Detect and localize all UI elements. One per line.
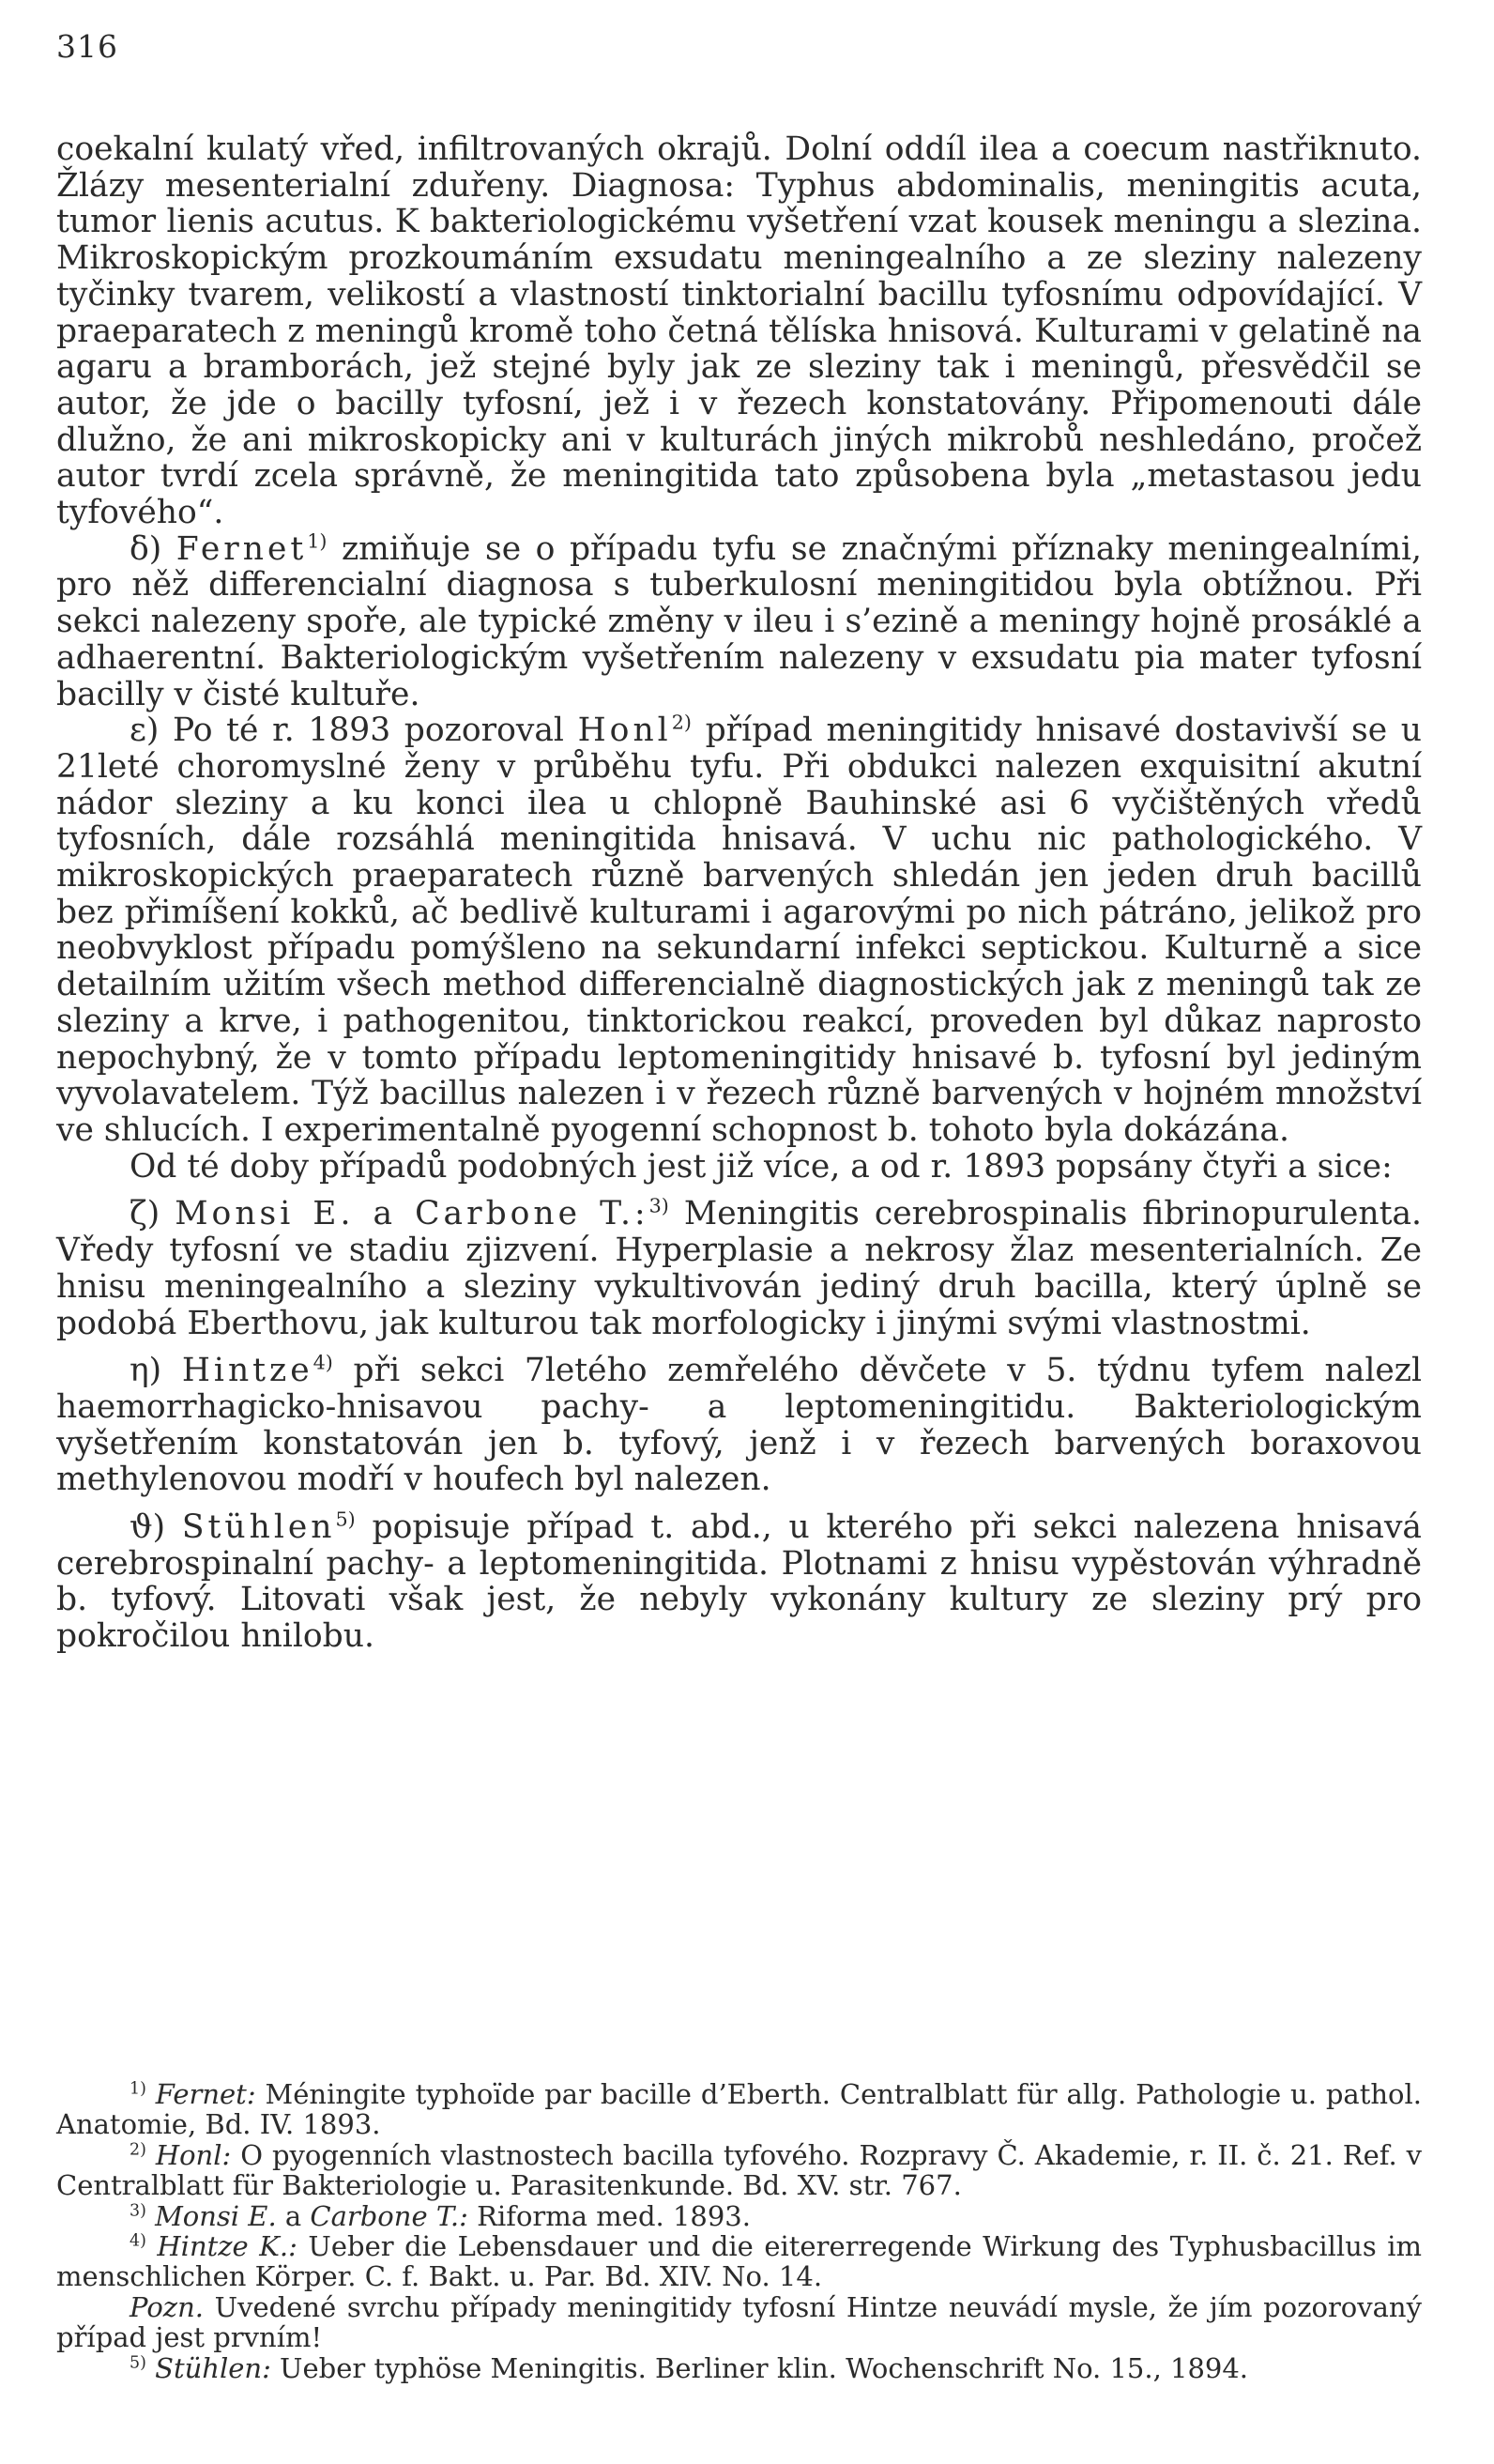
author-name: Fernet [175,529,308,568]
case-marker: η) [130,1352,162,1390]
footnote-4 [56,2231,1422,2292]
note-text: Uvedené svrchu případy meningitidy tyfosní Hintze neuvádí mysle, že jím pozorovaný případ jest prvním! [56,2290,1422,2354]
footnote-author: Fernet: [155,2078,256,2110]
paragraph-stuhlen [56,1509,1422,1655]
footnote-ref: 3) [648,1194,669,1217]
paragraph-hintze [56,1353,1422,1498]
footnote-1 [56,2079,1422,2140]
author-name: Hintze [181,1352,313,1390]
footnote-number: 1) [130,2079,146,2099]
author-name: Monsi E. a Carbone T.: [175,1195,649,1233]
footnote-5 [56,2353,1422,2383]
paragraph-text: zmiňuje se o případu tyfu se značnými příznaky meningealními, pro něž differencialní diagnosa s tuberkulosní meningitidou byla obtížnou. Při sekci nalezeny spoře, ale typické změny v ileu i s’ezině a meningy hojně prosáklé a adhaerentní. Bakteriologickým vyšetřením nalezeny v exsudatu pia mater tyfosní bacilly v čisté kultuře. [56,529,1422,713]
footnote-text: Méningite typhoïde par bacille d’Eberth. Centralblatt für allg. Pathologie u. pathol. Anatomie, Bd. IV. 1893. [56,2078,1422,2141]
footnote-text: Ueber die Lebensdauer und die eitererregende Wirkung des Typhusbacillus im menschlichen Körper. C. f. Bakt. u. Par. Bd. XIV. No. 14. [56,2230,1422,2293]
footnote-ref: 4) [313,1351,333,1374]
note-label: Pozn. [130,2290,204,2323]
case-marker: ϑ) [130,1508,166,1547]
footnote-conjunction: a [276,2199,311,2232]
paragraph-text: případ meningitidy hnisavé dostavivší se u 21leté choromyslné ženy v průběhu tyfu. Při obdukci nalezen exquisitní akutní nádor sleziny a ku konci ilea u chlopně Bauhinské asi 6 vyčištěných vředů tyfosních, dále rozsáhlá meningitida hnisavá. V uchu nic pathologického. V mikroskopických praeparatech různě barvených shledán jen jeden druh bacillů bez přimíšení kokků, ač bedlivě kulturami i agarovými po nich pátráno, jelikož pro neobvyklost případu pomýšleno na sekundarní infekci septickou. Kulturně a sice detailním užitím všech method differencialně diagnostických jak z meningů tak ze sleziny a krve, i pathogenitou, tinktorickou reakcí, proveden byl důkaz naprosto nepochybný, že v tomto případu leptomeningitidy hnisavé b. tyfosní byl jediným vyvolavatelem. Týž bacillus nalezen i v řezech různě barvených v hojném množství ve shlucích. I experimentalně pyogenní schopnost b. tohoto byla dokázána. [56,712,1422,1149]
author-name: Stühlen [181,1508,336,1547]
case-marker: δ) [130,529,162,568]
footnote-author: Honl: [155,2138,232,2171]
footnote-ref: 1) [307,529,328,553]
case-marker: ε) [130,712,160,750]
footnote-number: 3) [130,2200,146,2220]
footnote-number: 4) [130,2231,146,2251]
footnote-author: Monsi E. [155,2199,277,2232]
footnote-4-note [56,2292,1422,2353]
paragraph-text-lead: Po té r. 1893 pozoroval [159,712,578,750]
footnote-text: O pyogenních vlastnostech bacilla tyfového. Rozpravy Č. Akademie, r. II. č. 21. Ref. v Centralblatt für Bakteriologie u. Parasitenkunde. Bd. XV. str. 767. [56,2138,1423,2202]
paragraph-text: popisuje případ t. abd., u kterého při sekci nalezena hnisavá cerebrospinalní pachy- a leptomeningitida. Plotnami z hnisu vypěstován výhradně b. tyfový. Litovati však jest, že nebyly vykonány kultury ze sleziny prý pro pokročilou hnilobu. [56,1508,1423,1656]
paragraph-intro-cases: Od té doby případů podobných jest již více, a od r. 1893 popsány čtyři a sice: [130,1147,1393,1186]
paragraph-honl [56,712,1422,1148]
footnote-author-2: Carbone T.: [310,2199,468,2232]
footnote-3 [56,2201,1422,2231]
case-marker: ζ) [130,1195,160,1233]
footnote-ref: 2) [671,711,692,734]
footnote-author: Hintze K.: [157,2230,297,2263]
footnote-ref: 5) [335,1507,356,1531]
footnote-text: Riforma med. 1893. [467,2199,751,2232]
paragraph-monsi [56,1196,1422,1341]
footnote-author: Stühlen: [155,2351,271,2384]
main-text [56,131,1422,1655]
footnote-number: 5) [130,2353,146,2372]
footnote-2 [56,2140,1422,2201]
paragraph-text: Meningitis cerebrospinalis fibrinopurulenta. Vředy tyfosní ve stadiu zjizvení. Hyperplasie a nekrosy žlaz mesenterialních. Ze hnisu meningealního a sleziny vykultivován jediný druh bacilla, který úplně se podobá Eberthovu, jak kulturou tak morfologicky i jinými svými vlastnostmi. [56,1195,1423,1342]
footnotes [56,2079,1422,2383]
author-name: Honl [577,712,672,750]
paragraph-1: coekalní kulatý vřed, infiltrovaných okrajů. Dolní oddíl ilea a coecum nastřiknuto. Žlázy mesenterialní zduřeny. Diagnosa: Typhus abdominalis, meningitis acuta, tumor lienis acutus. K bakteriologickému vyšetření vzat kousek meningu a slezina. Mikroskopickým prozkoumáním exsudatu meningealního a ze sleziny nalezeny tyčinky tvarem, velikostí a vlastností tinktorialní bacillu tyfosnímu odpovídající. V praeparatech z meningů kromě toho četná tělíska hnisová. Kulturami v gelatině na agaru a bramborách, jež stejné byly jak ze sleziny tak i meningů, přesvědčil se autor, že jde o bacilly tyfosní, jež i v řezech konstatovány. Připomenouti dále dlužno, že ani mikroskopicky ani v kulturách jiných mikrobů neshledáno, pročež autor tvrdí zcela správně, že meningitida tato způsobena byla „metastasou jedu tyfového“. [56,130,1422,532]
footnote-number: 2) [130,2140,146,2160]
paragraph-text: při sekci 7letého zemřelého děvčete v 5. týdnu tyfem nalezl haemorrhagicko-hnisavou pachy- a leptomeningitidu. Bakteriologickým vyšetřením konstatován jen b. tyfový, jenž i v řezech barvených boraxovou methylenovou modří v houfech byl nalezen. [56,1352,1422,1499]
footnote-text: Ueber typhöse Meningitis. Berliner klin. Wochenschrift No. 15., 1894. [270,2351,1249,2384]
paragraph-fernet [56,531,1422,713]
page-number: 316 [56,28,118,65]
